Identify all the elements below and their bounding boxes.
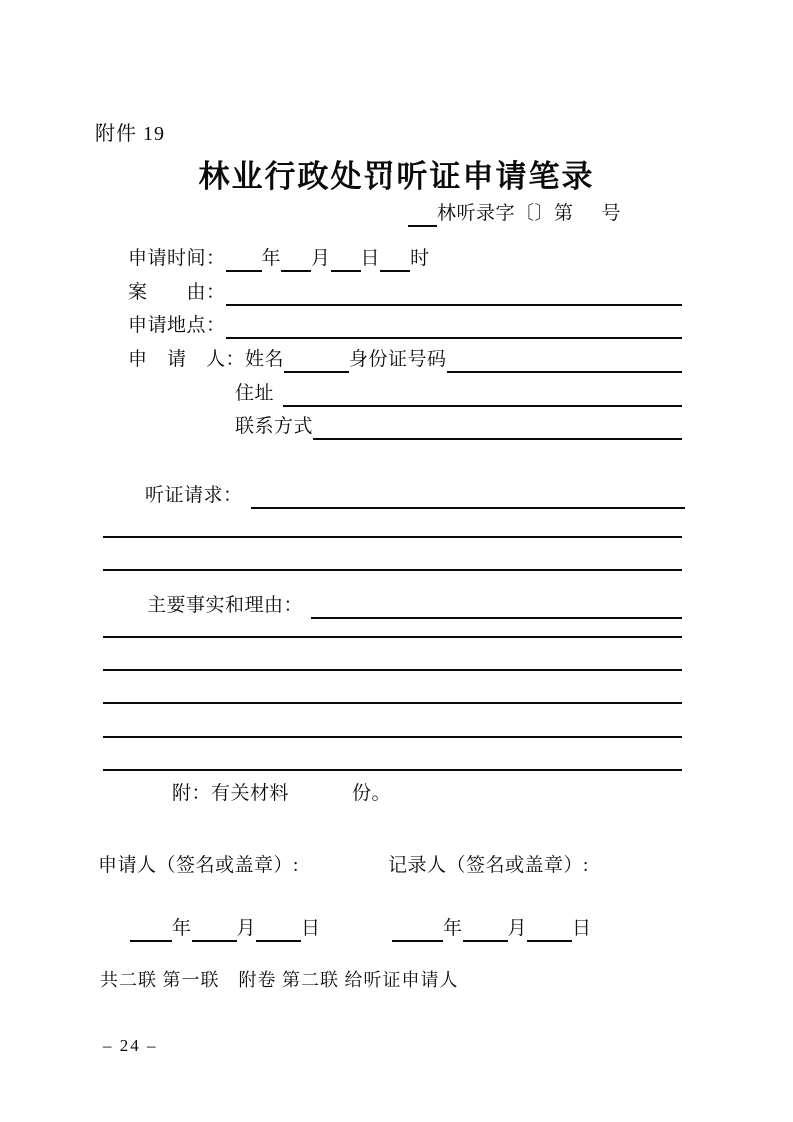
applicant-signature-label: 申请人（签名或盖章）: xyxy=(98,855,299,876)
unit-day: 日 xyxy=(301,918,321,939)
apply-place-row xyxy=(128,313,682,339)
write-in-rule xyxy=(103,769,682,771)
doc-number-mid: 〕第 xyxy=(534,203,574,224)
page-title: 林业行政处罚听证申请笔录 xyxy=(198,159,595,194)
blank-field xyxy=(463,918,508,942)
blank-field xyxy=(284,349,349,373)
blank-field xyxy=(527,918,572,942)
doc-number-suffix: 号 xyxy=(601,203,622,224)
unit-year: 年 xyxy=(443,918,463,939)
applicant-label: 申 请 人： xyxy=(128,349,246,370)
unit-month: 月 xyxy=(236,918,257,939)
blank-field xyxy=(281,248,311,272)
blank-field xyxy=(226,282,682,306)
hearing-request-label: 听证请求： xyxy=(145,485,243,506)
name-label: 姓名 xyxy=(245,349,285,370)
address-gap xyxy=(274,385,283,407)
apply-time-row xyxy=(128,246,682,272)
date-line-right xyxy=(392,916,600,942)
doc-number-gap xyxy=(574,205,602,227)
blank-field xyxy=(392,918,443,942)
apply-place-label: 申请地点： xyxy=(128,315,226,336)
contact-row xyxy=(235,414,682,440)
write-in-rule xyxy=(103,669,682,671)
copies-note: 共二联 第一联 附卷 第二联 给听证申请人 xyxy=(100,970,459,990)
blank-field xyxy=(226,315,682,339)
apply-time-label: 申请时间： xyxy=(128,248,226,269)
blank-field xyxy=(130,918,172,942)
doc-number-prefix: 林听录字〔 xyxy=(437,203,535,224)
attachment-count-blank xyxy=(289,785,352,807)
unit-day: 日 xyxy=(360,248,381,269)
attachment-label: 附件 19 xyxy=(95,123,165,145)
facts-gap xyxy=(303,597,311,619)
unit-year: 年 xyxy=(172,918,192,939)
id-label: 身份证号码 xyxy=(349,349,447,370)
blank-field xyxy=(313,416,682,440)
blank-field xyxy=(408,203,437,227)
blank-field xyxy=(226,248,262,272)
blank-field xyxy=(256,918,301,942)
facts-row xyxy=(147,593,682,619)
attachment-note-row xyxy=(172,781,472,807)
doc-number-line xyxy=(408,201,692,227)
blank-field xyxy=(311,595,682,619)
blank-field xyxy=(251,485,685,509)
contact-label: 联系方式 xyxy=(235,416,314,437)
unit-hour: 时 xyxy=(410,248,430,269)
address-label: 住址 xyxy=(235,383,275,404)
blank-field xyxy=(331,248,361,272)
unit-year: 年 xyxy=(261,248,282,269)
address-row xyxy=(235,381,682,407)
write-in-rule xyxy=(103,702,682,704)
unit-month: 月 xyxy=(507,918,528,939)
write-in-rule xyxy=(103,636,682,638)
cause-row xyxy=(128,280,682,306)
unit-day: 日 xyxy=(572,918,592,939)
unit-month: 月 xyxy=(311,248,331,269)
blank-field xyxy=(380,248,410,272)
attachment-note-suffix: 份。 xyxy=(352,783,392,804)
page-number: – 24 – xyxy=(103,1036,158,1055)
recorder-signature-label: 记录人（签名或盖章）: xyxy=(388,855,589,876)
date-line-left xyxy=(130,916,326,942)
cause-label: 案 由： xyxy=(128,282,226,303)
hearing-request-gap xyxy=(243,487,251,509)
write-in-rule xyxy=(103,736,682,738)
blank-field xyxy=(447,349,682,373)
applicant-row xyxy=(128,347,682,373)
blank-field xyxy=(192,918,237,942)
facts-label: 主要事实和理由： xyxy=(147,595,304,616)
hearing-request-row xyxy=(145,483,685,509)
write-in-rule xyxy=(103,536,682,538)
write-in-rule xyxy=(103,569,682,571)
blank-field xyxy=(283,383,682,407)
attachment-note-prefix: 附：有关材料 xyxy=(172,783,290,804)
